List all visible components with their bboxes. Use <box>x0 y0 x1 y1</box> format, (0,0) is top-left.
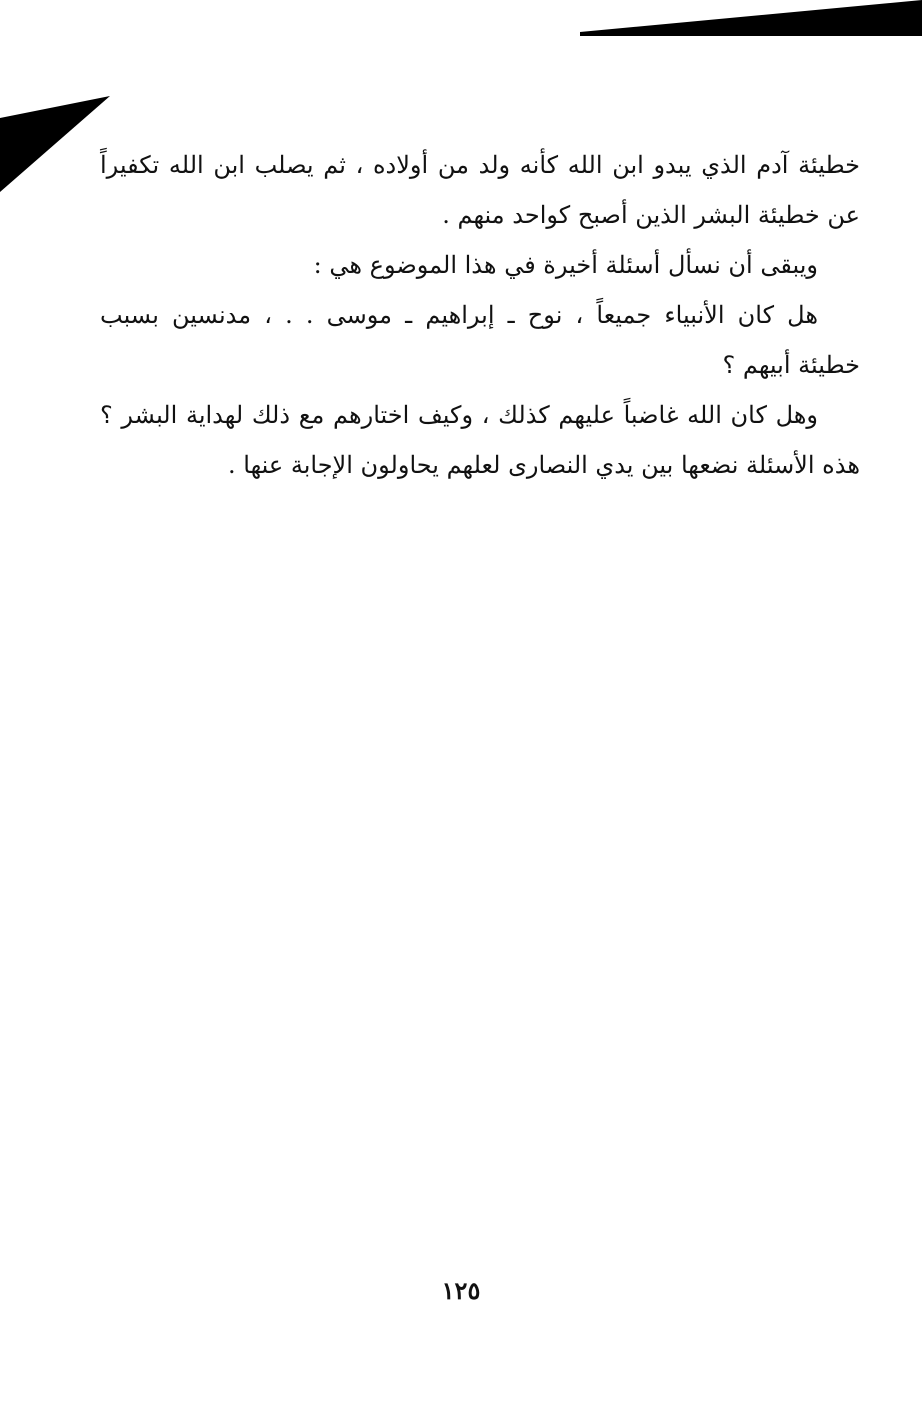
text-line-2: عن خطيئة البشر الذين أصبح كواحد منهم . <box>442 201 860 229</box>
page-number: ١٢٥ <box>441 1276 481 1305</box>
text-line-3: ويبقى أن نسأل أسئلة أخيرة في هذا الموضوع هي : <box>313 251 818 279</box>
text-line-1: خطيئة آدم الذي يبدو ابن الله كأنه ولد من أولاده ، ثم يصلب ابن الله تكفيراً <box>100 151 861 179</box>
body-text <box>100 140 860 490</box>
top-right-scan-mark <box>580 0 922 36</box>
text-line-4: هل كان الأنبياء جميعاً ، نوح ـ إبراهيم ـ موسى . . ، مدنسين بسبب <box>100 301 818 329</box>
left-scan-mark <box>0 96 110 192</box>
text-line-7: هذه الأسئلة نضعها بين يدي النصارى لعلهم يحاولون الإجابة عنها . <box>228 451 860 479</box>
text-line-5: خطيئة أبيهم ؟ <box>722 351 860 379</box>
text-line-6: وهل كان الله غاضباً عليهم كذلك ، وكيف اختارهم مع ذلك لهداية البشر ؟ <box>100 401 819 429</box>
